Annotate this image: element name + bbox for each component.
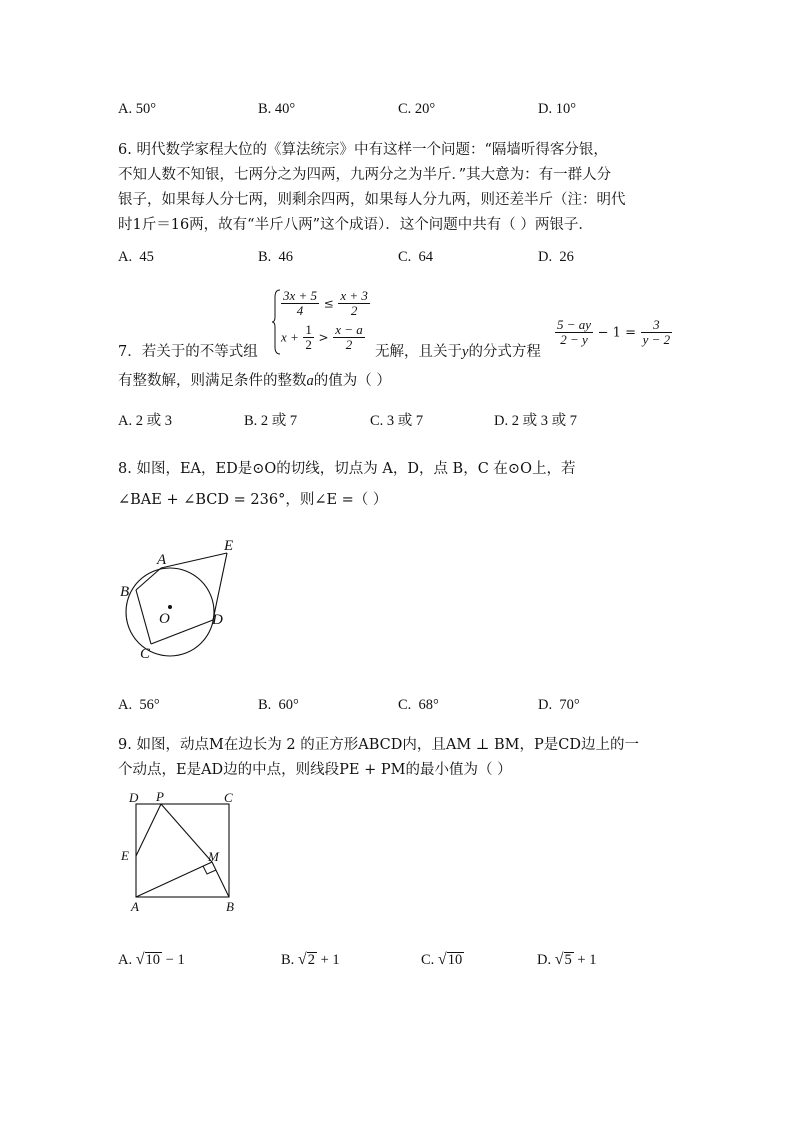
q6-line-4: 时1斤＝16两，故有“半斤八两”这个成语）．这个问题中共有（ ）两银子．: [118, 217, 593, 233]
label-c: C: [140, 646, 151, 662]
segment-ab: [136, 568, 161, 590]
label-e: E: [121, 848, 129, 863]
q9-option-a: A. √10 − 1: [118, 951, 185, 968]
label-e: E: [224, 538, 234, 554]
q6-option-a: A. 45: [118, 249, 154, 265]
q9-square-figure: [116, 786, 246, 916]
segment-bc: [136, 590, 151, 644]
segment-de: [213, 553, 227, 620]
center-point: [168, 605, 172, 609]
q7-fraction-equation: $\frac{5 - ay}{2 - y}$ − 1 = $\frac{3}{y - 2}$: [557, 317, 671, 347]
q7-prefix: 7．若关于的不等式组: [118, 344, 258, 360]
q7-option-c: C. 3 或 7: [370, 413, 424, 429]
q6-option-b: B. 46: [258, 249, 294, 265]
label-o: O: [159, 611, 170, 627]
q8-circle-figure: [112, 530, 252, 665]
q9-option-c: C. √10: [421, 951, 463, 968]
segment-bm: [212, 862, 229, 897]
segment-pm: [161, 804, 212, 862]
q8-option-a: A. 56°: [118, 697, 160, 713]
q6-line-2: 不知人数不知银，七两分之为四两，九两分之为半斤．”其大意为：有一群人分: [118, 167, 612, 183]
label-c: C: [224, 790, 233, 805]
label-a: A: [157, 552, 167, 568]
q9-line-1: 9. 如图，动点M在边长为 2 的正方形ABCD内，且AM ⊥ BM，P是CD边上的一: [118, 737, 639, 753]
q9-option-d: D. √5 + 1: [537, 951, 597, 968]
q7-line-2: 有整数解，则满足条件的整数a的值为（ ）: [118, 373, 391, 389]
q8-option-b: B. 60°: [258, 697, 299, 713]
label-a: A: [131, 899, 139, 914]
q7-middle-text: 无解，且关于y的分式方程: [375, 344, 541, 360]
q6-line-3: 银子，如果每人分七两，则剩余四两，如果每人分九两，则还差半斤（注：明代: [118, 192, 626, 208]
label-b: B: [120, 584, 130, 600]
q8-option-d: D. 70°: [538, 697, 580, 713]
q6-line-1: 6. 明代数学家程大位的《算法统宗》中有这样一个问题：“隔墙听得客分银，: [118, 142, 608, 158]
q8-option-c: C. 68°: [398, 697, 439, 713]
segment-ae: [161, 553, 227, 568]
q6-option-d: D. 26: [538, 249, 574, 265]
label-d: D: [212, 612, 223, 628]
q8-line-2: ∠BAE + ∠BCD = 236°，则∠E =（ ）: [118, 492, 388, 508]
q7-inequality-system: [272, 289, 372, 357]
q7-inequality-1: $\frac{3x + 5}{4}$ ≤ $\frac{x + 3}{2}$: [283, 288, 368, 318]
q9-option-b: B. √2 + 1: [281, 951, 340, 968]
q5-option-a: A. 50°: [118, 101, 157, 117]
q5-option-b: B. 40°: [258, 101, 296, 117]
label-p: P: [156, 789, 164, 804]
label-m: M: [208, 849, 219, 864]
q9-line-2: 个动点，E是AD边的中点，则线段PE + PM的最小值为（ ）: [118, 762, 512, 778]
segment-am: [136, 862, 212, 897]
q5-option-c: C. 20°: [398, 101, 436, 117]
q7-option-d: D. 2 或 3 或 7: [494, 413, 577, 429]
q8-line-1: 8. 如图，EA，ED是⊙O的切线，切点为 A，D，点 B，C 在⊙O上，若: [118, 461, 576, 477]
q7-inequality-2: x + $\frac{1}{2}$ > $\frac{x - a}{2}$: [281, 322, 363, 352]
circle-o: [126, 568, 214, 656]
q6-option-c: C. 64: [398, 249, 434, 265]
segment-pe: [136, 804, 161, 856]
q7-option-b: B. 2 或 7: [244, 413, 298, 429]
label-d: D: [129, 790, 139, 805]
q7-option-a: A. 2 或 3: [118, 413, 172, 429]
label-b: B: [226, 899, 234, 914]
q5-option-d: D. 10°: [538, 101, 577, 117]
